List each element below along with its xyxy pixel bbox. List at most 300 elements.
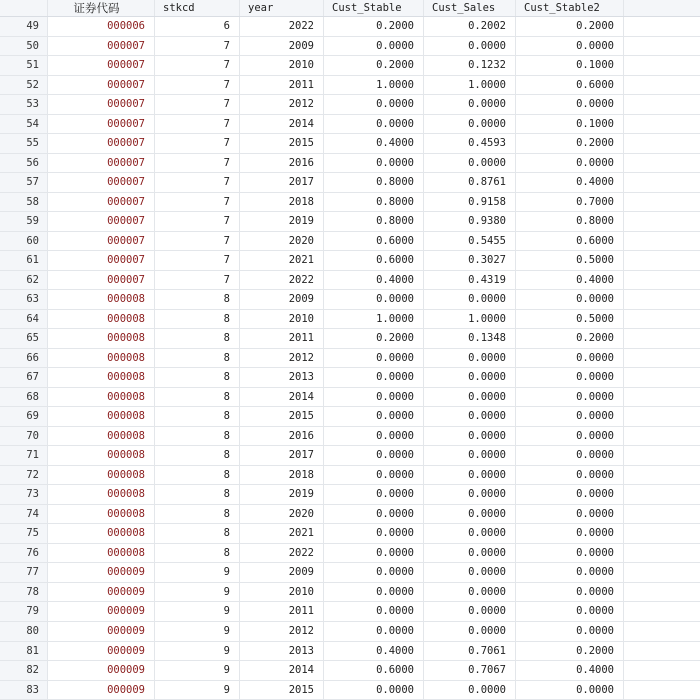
cell-year[interactable]: 2022 bbox=[240, 17, 324, 36]
column-header-stkcd[interactable]: stkcd bbox=[155, 0, 240, 16]
cell-cust-stable[interactable]: 0.0000 bbox=[324, 524, 424, 543]
cell-cust-stable2[interactable]: 0.0000 bbox=[516, 622, 624, 641]
cell-cust-stable[interactable]: 0.0000 bbox=[324, 154, 424, 173]
cell-cust-sales[interactable]: 1.0000 bbox=[424, 310, 516, 329]
cell-cust-sales[interactable]: 0.0000 bbox=[424, 524, 516, 543]
cell-cust-stable[interactable]: 0.0000 bbox=[324, 563, 424, 582]
cell-code[interactable]: 000007 bbox=[48, 37, 155, 56]
table-row[interactable] bbox=[0, 56, 700, 76]
cell-cust-sales[interactable]: 0.1232 bbox=[424, 56, 516, 75]
row-number[interactable]: 79 bbox=[0, 602, 48, 621]
table-row[interactable] bbox=[0, 251, 700, 271]
cell-code[interactable]: 000006 bbox=[48, 17, 155, 36]
cell-cust-sales[interactable]: 1.0000 bbox=[424, 76, 516, 95]
cell-stkcd[interactable]: 8 bbox=[155, 544, 240, 563]
empty-cell bbox=[624, 212, 700, 231]
row-number[interactable]: 58 bbox=[0, 193, 48, 212]
cell-cust-stable[interactable]: 0.0000 bbox=[324, 115, 424, 134]
cell-stkcd[interactable]: 7 bbox=[155, 271, 240, 290]
cell-cust-stable[interactable]: 0.0000 bbox=[324, 622, 424, 641]
cell-stkcd[interactable]: 6 bbox=[155, 17, 240, 36]
table-row[interactable] bbox=[0, 193, 700, 213]
empty-cell bbox=[624, 95, 700, 114]
row-number[interactable]: 51 bbox=[0, 56, 48, 75]
cell-cust-stable[interactable]: 0.0000 bbox=[324, 602, 424, 621]
cell-cust-stable2[interactable]: 0.0000 bbox=[516, 349, 624, 368]
cell-stkcd[interactable]: 7 bbox=[155, 232, 240, 251]
cell-year[interactable]: 2012 bbox=[240, 95, 324, 114]
row-number[interactable]: 61 bbox=[0, 251, 48, 270]
cell-stkcd[interactable]: 9 bbox=[155, 681, 240, 700]
cell-cust-sales[interactable]: 0.8761 bbox=[424, 173, 516, 192]
cell-cust-sales[interactable]: 0.4319 bbox=[424, 271, 516, 290]
cell-code[interactable]: 000007 bbox=[48, 193, 155, 212]
cell-cust-sales[interactable]: 0.0000 bbox=[424, 563, 516, 582]
cell-cust-stable2[interactable]: 0.0000 bbox=[516, 37, 624, 56]
cell-cust-sales[interactable]: 0.0000 bbox=[424, 583, 516, 602]
cell-cust-stable2[interactable]: 0.0000 bbox=[516, 583, 624, 602]
cell-cust-stable2[interactable]: 0.2000 bbox=[516, 329, 624, 348]
cell-year[interactable]: 2022 bbox=[240, 271, 324, 290]
cell-cust-stable[interactable]: 0.0000 bbox=[324, 388, 424, 407]
column-header-cust-stable[interactable]: Cust_Stable bbox=[324, 0, 424, 16]
cell-stkcd[interactable]: 9 bbox=[155, 563, 240, 582]
table-row[interactable] bbox=[0, 115, 700, 135]
cell-cust-sales[interactable]: 0.0000 bbox=[424, 154, 516, 173]
row-number[interactable]: 67 bbox=[0, 368, 48, 387]
cell-cust-stable2[interactable]: 0.0000 bbox=[516, 563, 624, 582]
cell-year[interactable]: 2020 bbox=[240, 505, 324, 524]
cell-year[interactable]: 2015 bbox=[240, 134, 324, 153]
cell-cust-stable2[interactable]: 0.0000 bbox=[516, 505, 624, 524]
cell-cust-stable2[interactable]: 0.2000 bbox=[516, 134, 624, 153]
row-number[interactable]: 56 bbox=[0, 154, 48, 173]
cell-year[interactable]: 2014 bbox=[240, 661, 324, 680]
cell-stkcd[interactable]: 8 bbox=[155, 329, 240, 348]
row-number[interactable]: 49 bbox=[0, 17, 48, 36]
row-number[interactable]: 70 bbox=[0, 427, 48, 446]
cell-code[interactable]: 000007 bbox=[48, 134, 155, 153]
cell-cust-sales[interactable]: 0.0000 bbox=[424, 427, 516, 446]
cell-code[interactable]: 000008 bbox=[48, 466, 155, 485]
cell-cust-sales[interactable]: 0.0000 bbox=[424, 368, 516, 387]
cell-cust-sales[interactable]: 0.0000 bbox=[424, 544, 516, 563]
cell-code[interactable]: 000008 bbox=[48, 310, 155, 329]
cell-cust-sales[interactable]: 0.5455 bbox=[424, 232, 516, 251]
empty-cell bbox=[624, 37, 700, 56]
cell-stkcd[interactable]: 7 bbox=[155, 193, 240, 212]
cell-cust-sales[interactable]: 0.0000 bbox=[424, 37, 516, 56]
cell-year[interactable]: 2012 bbox=[240, 349, 324, 368]
empty-cell bbox=[624, 681, 700, 700]
cell-cust-sales[interactable]: 0.0000 bbox=[424, 485, 516, 504]
row-number[interactable]: 72 bbox=[0, 466, 48, 485]
table-row[interactable] bbox=[0, 583, 700, 603]
empty-cell bbox=[624, 563, 700, 582]
row-number[interactable]: 53 bbox=[0, 95, 48, 114]
cell-cust-stable2[interactable]: 0.1000 bbox=[516, 115, 624, 134]
cell-year[interactable]: 2015 bbox=[240, 681, 324, 700]
cell-stkcd[interactable]: 8 bbox=[155, 290, 240, 309]
cell-stkcd[interactable]: 7 bbox=[155, 251, 240, 270]
cell-cust-stable2[interactable]: 0.0000 bbox=[516, 466, 624, 485]
cell-stkcd[interactable]: 8 bbox=[155, 388, 240, 407]
cell-year[interactable]: 2009 bbox=[240, 290, 324, 309]
cell-code[interactable]: 000008 bbox=[48, 524, 155, 543]
column-header-year[interactable]: year bbox=[240, 0, 324, 16]
cell-stkcd[interactable]: 8 bbox=[155, 427, 240, 446]
row-number[interactable]: 68 bbox=[0, 388, 48, 407]
cell-stkcd[interactable]: 8 bbox=[155, 505, 240, 524]
cell-cust-stable[interactable]: 0.2000 bbox=[324, 56, 424, 75]
cell-year[interactable]: 2012 bbox=[240, 622, 324, 641]
table-row[interactable] bbox=[0, 661, 700, 681]
cell-cust-sales[interactable]: 0.0000 bbox=[424, 115, 516, 134]
cell-code[interactable]: 000009 bbox=[48, 661, 155, 680]
cell-year[interactable]: 2020 bbox=[240, 232, 324, 251]
table-row[interactable] bbox=[0, 505, 700, 525]
cell-year[interactable]: 2011 bbox=[240, 329, 324, 348]
table-row[interactable] bbox=[0, 17, 700, 37]
table-row[interactable] bbox=[0, 95, 700, 115]
cell-cust-stable2[interactable]: 0.4000 bbox=[516, 173, 624, 192]
cell-cust-sales[interactable]: 0.2002 bbox=[424, 17, 516, 36]
cell-cust-stable2[interactable]: 0.6000 bbox=[516, 76, 624, 95]
cell-cust-stable2[interactable]: 0.5000 bbox=[516, 251, 624, 270]
cell-cust-stable2[interactable]: 0.4000 bbox=[516, 661, 624, 680]
cell-code[interactable]: 000008 bbox=[48, 446, 155, 465]
table-row[interactable] bbox=[0, 524, 700, 544]
cell-code[interactable]: 000008 bbox=[48, 349, 155, 368]
cell-year[interactable]: 2021 bbox=[240, 524, 324, 543]
cell-cust-stable[interactable]: 0.0000 bbox=[324, 427, 424, 446]
cell-stkcd[interactable]: 9 bbox=[155, 583, 240, 602]
empty-cell bbox=[624, 446, 700, 465]
cell-cust-sales[interactable]: 0.0000 bbox=[424, 290, 516, 309]
cell-stkcd[interactable]: 9 bbox=[155, 602, 240, 621]
row-number[interactable]: 64 bbox=[0, 310, 48, 329]
cell-cust-stable2[interactable]: 0.0000 bbox=[516, 388, 624, 407]
cell-code[interactable]: 000007 bbox=[48, 154, 155, 173]
cell-stkcd[interactable]: 8 bbox=[155, 407, 240, 426]
cell-year[interactable]: 2016 bbox=[240, 427, 324, 446]
row-number[interactable]: 59 bbox=[0, 212, 48, 231]
table-row[interactable] bbox=[0, 602, 700, 622]
row-number[interactable]: 76 bbox=[0, 544, 48, 563]
cell-cust-sales[interactable]: 0.0000 bbox=[424, 622, 516, 641]
cell-code[interactable]: 000008 bbox=[48, 544, 155, 563]
cell-code[interactable]: 000007 bbox=[48, 95, 155, 114]
cell-cust-stable2[interactable]: 0.0000 bbox=[516, 95, 624, 114]
cell-cust-sales[interactable]: 0.0000 bbox=[424, 466, 516, 485]
cell-cust-stable2[interactable]: 0.0000 bbox=[516, 681, 624, 700]
cell-cust-stable[interactable]: 0.0000 bbox=[324, 290, 424, 309]
cell-cust-sales[interactable]: 0.0000 bbox=[424, 95, 516, 114]
table-row[interactable] bbox=[0, 134, 700, 154]
cell-stkcd[interactable]: 8 bbox=[155, 485, 240, 504]
cell-cust-stable[interactable]: 0.4000 bbox=[324, 134, 424, 153]
cell-cust-stable[interactable]: 0.0000 bbox=[324, 466, 424, 485]
row-number[interactable]: 74 bbox=[0, 505, 48, 524]
cell-code[interactable]: 000009 bbox=[48, 563, 155, 582]
empty-cell bbox=[624, 407, 700, 426]
cell-year[interactable]: 2017 bbox=[240, 446, 324, 465]
cell-cust-sales[interactable]: 0.3027 bbox=[424, 251, 516, 270]
cell-year[interactable]: 2010 bbox=[240, 583, 324, 602]
table-row[interactable] bbox=[0, 563, 700, 583]
cell-year[interactable]: 2009 bbox=[240, 563, 324, 582]
row-number[interactable]: 60 bbox=[0, 232, 48, 251]
cell-stkcd[interactable]: 7 bbox=[155, 76, 240, 95]
table-row[interactable] bbox=[0, 544, 700, 564]
cell-cust-stable[interactable]: 0.8000 bbox=[324, 212, 424, 231]
cell-cust-stable2[interactable]: 0.6000 bbox=[516, 232, 624, 251]
empty-cell bbox=[624, 642, 700, 661]
table-row[interactable] bbox=[0, 368, 700, 388]
cell-code[interactable]: 000008 bbox=[48, 388, 155, 407]
cell-code[interactable]: 000007 bbox=[48, 251, 155, 270]
cell-cust-sales[interactable]: 0.9158 bbox=[424, 193, 516, 212]
cell-stkcd[interactable]: 7 bbox=[155, 212, 240, 231]
cell-year[interactable]: 2021 bbox=[240, 251, 324, 270]
cell-year[interactable]: 2019 bbox=[240, 212, 324, 231]
cell-code[interactable]: 000009 bbox=[48, 622, 155, 641]
cell-stkcd[interactable]: 7 bbox=[155, 173, 240, 192]
table-row[interactable] bbox=[0, 37, 700, 57]
cell-year[interactable]: 2014 bbox=[240, 388, 324, 407]
table-row[interactable] bbox=[0, 154, 700, 174]
cell-code[interactable]: 000007 bbox=[48, 212, 155, 231]
cell-cust-sales[interactable]: 0.0000 bbox=[424, 388, 516, 407]
table-row[interactable] bbox=[0, 173, 700, 193]
cell-code[interactable]: 000008 bbox=[48, 407, 155, 426]
row-number[interactable]: 54 bbox=[0, 115, 48, 134]
table-row[interactable] bbox=[0, 427, 700, 447]
row-number[interactable]: 78 bbox=[0, 583, 48, 602]
cell-code[interactable]: 000007 bbox=[48, 173, 155, 192]
cell-stkcd[interactable]: 8 bbox=[155, 466, 240, 485]
table-row[interactable] bbox=[0, 329, 700, 349]
table-row[interactable] bbox=[0, 349, 700, 369]
empty-cell bbox=[624, 368, 700, 387]
cell-cust-sales[interactable]: 0.0000 bbox=[424, 349, 516, 368]
cell-year[interactable]: 2011 bbox=[240, 602, 324, 621]
cell-code[interactable]: 000008 bbox=[48, 329, 155, 348]
table-row[interactable] bbox=[0, 388, 700, 408]
cell-cust-stable[interactable]: 0.0000 bbox=[324, 95, 424, 114]
empty-cell bbox=[624, 661, 700, 680]
row-number-header[interactable] bbox=[0, 0, 48, 16]
cell-cust-stable[interactable]: 0.0000 bbox=[324, 544, 424, 563]
cell-stkcd[interactable]: 9 bbox=[155, 661, 240, 680]
cell-year[interactable]: 2009 bbox=[240, 37, 324, 56]
table-row[interactable] bbox=[0, 212, 700, 232]
cell-cust-stable[interactable]: 0.6000 bbox=[324, 251, 424, 270]
cell-cust-stable[interactable]: 0.0000 bbox=[324, 407, 424, 426]
cell-cust-stable[interactable]: 0.0000 bbox=[324, 37, 424, 56]
column-header-cust-stable2[interactable]: Cust_Stable2 bbox=[516, 0, 624, 16]
cell-cust-sales[interactable]: 0.9380 bbox=[424, 212, 516, 231]
cell-cust-stable2[interactable]: 0.7000 bbox=[516, 193, 624, 212]
cell-code[interactable]: 000009 bbox=[48, 602, 155, 621]
row-number[interactable]: 52 bbox=[0, 76, 48, 95]
cell-cust-stable[interactable]: 0.8000 bbox=[324, 193, 424, 212]
row-number[interactable]: 82 bbox=[0, 661, 48, 680]
cell-cust-stable[interactable]: 0.0000 bbox=[324, 485, 424, 504]
cell-year[interactable]: 2015 bbox=[240, 407, 324, 426]
cell-code[interactable]: 000009 bbox=[48, 681, 155, 700]
cell-year[interactable]: 2014 bbox=[240, 115, 324, 134]
table-row[interactable] bbox=[0, 622, 700, 642]
row-number[interactable]: 71 bbox=[0, 446, 48, 465]
cell-cust-stable2[interactable]: 0.0000 bbox=[516, 524, 624, 543]
cell-cust-sales[interactable]: 0.0000 bbox=[424, 407, 516, 426]
cell-cust-stable2[interactable]: 0.0000 bbox=[516, 290, 624, 309]
cell-cust-sales[interactable]: 0.4593 bbox=[424, 134, 516, 153]
cell-cust-stable[interactable]: 0.2000 bbox=[324, 329, 424, 348]
cell-year[interactable]: 2011 bbox=[240, 76, 324, 95]
cell-code[interactable]: 000008 bbox=[48, 485, 155, 504]
cell-stkcd[interactable]: 7 bbox=[155, 95, 240, 114]
cell-code[interactable]: 000009 bbox=[48, 583, 155, 602]
cell-year[interactable]: 2010 bbox=[240, 56, 324, 75]
cell-cust-stable[interactable]: 0.0000 bbox=[324, 583, 424, 602]
cell-code[interactable]: 000008 bbox=[48, 505, 155, 524]
cell-stkcd[interactable]: 8 bbox=[155, 446, 240, 465]
cell-cust-stable2[interactable]: 0.8000 bbox=[516, 212, 624, 231]
cell-year[interactable]: 2013 bbox=[240, 642, 324, 661]
cell-cust-stable[interactable]: 0.2000 bbox=[324, 17, 424, 36]
cell-cust-stable2[interactable]: 0.0000 bbox=[516, 154, 624, 173]
cell-stkcd[interactable]: 8 bbox=[155, 349, 240, 368]
row-number[interactable]: 66 bbox=[0, 349, 48, 368]
table-row[interactable] bbox=[0, 271, 700, 291]
cell-stkcd[interactable]: 7 bbox=[155, 115, 240, 134]
cell-code[interactable]: 000009 bbox=[48, 642, 155, 661]
cell-cust-sales[interactable]: 0.7067 bbox=[424, 661, 516, 680]
cell-cust-sales[interactable]: 0.0000 bbox=[424, 602, 516, 621]
table-row[interactable] bbox=[0, 485, 700, 505]
table-row[interactable] bbox=[0, 446, 700, 466]
cell-cust-stable[interactable]: 0.0000 bbox=[324, 505, 424, 524]
cell-year[interactable]: 2016 bbox=[240, 154, 324, 173]
row-number[interactable]: 73 bbox=[0, 485, 48, 504]
row-number[interactable]: 75 bbox=[0, 524, 48, 543]
row-number[interactable]: 63 bbox=[0, 290, 48, 309]
cell-code[interactable]: 000007 bbox=[48, 115, 155, 134]
empty-cell bbox=[624, 485, 700, 504]
table-row[interactable] bbox=[0, 232, 700, 252]
cell-cust-stable2[interactable]: 0.2000 bbox=[516, 17, 624, 36]
row-number[interactable]: 57 bbox=[0, 173, 48, 192]
table-row[interactable] bbox=[0, 310, 700, 330]
cell-year[interactable]: 2018 bbox=[240, 193, 324, 212]
cell-stkcd[interactable]: 9 bbox=[155, 622, 240, 641]
row-number[interactable]: 81 bbox=[0, 642, 48, 661]
table-row[interactable] bbox=[0, 76, 700, 96]
cell-stkcd[interactable]: 7 bbox=[155, 56, 240, 75]
cell-cust-stable2[interactable]: 0.0000 bbox=[516, 446, 624, 465]
empty-cell bbox=[624, 271, 700, 290]
cell-cust-sales[interactable]: 0.0000 bbox=[424, 681, 516, 700]
cell-code[interactable]: 000007 bbox=[48, 56, 155, 75]
cell-stkcd[interactable]: 8 bbox=[155, 524, 240, 543]
row-number[interactable]: 65 bbox=[0, 329, 48, 348]
cell-cust-stable2[interactable]: 0.0000 bbox=[516, 427, 624, 446]
row-number[interactable]: 83 bbox=[0, 681, 48, 700]
row-number[interactable]: 77 bbox=[0, 563, 48, 582]
cell-cust-stable2[interactable]: 0.2000 bbox=[516, 642, 624, 661]
cell-cust-stable2[interactable]: 0.0000 bbox=[516, 544, 624, 563]
cell-stkcd[interactable]: 8 bbox=[155, 310, 240, 329]
cell-cust-stable[interactable]: 0.6000 bbox=[324, 661, 424, 680]
cell-stkcd[interactable]: 9 bbox=[155, 642, 240, 661]
cell-stkcd[interactable]: 7 bbox=[155, 134, 240, 153]
cell-cust-stable[interactable]: 0.6000 bbox=[324, 232, 424, 251]
cell-cust-sales[interactable]: 0.1348 bbox=[424, 329, 516, 348]
table-row[interactable] bbox=[0, 290, 700, 310]
cell-cust-stable[interactable]: 1.0000 bbox=[324, 76, 424, 95]
cell-code[interactable]: 000007 bbox=[48, 271, 155, 290]
cell-cust-stable[interactable]: 1.0000 bbox=[324, 310, 424, 329]
cell-cust-stable[interactable]: 0.4000 bbox=[324, 642, 424, 661]
cell-cust-stable2[interactable]: 0.0000 bbox=[516, 407, 624, 426]
column-header-code[interactable]: 证券代码 bbox=[48, 0, 155, 16]
empty-cell bbox=[624, 17, 700, 36]
cell-code[interactable]: 000008 bbox=[48, 368, 155, 387]
cell-year[interactable]: 2019 bbox=[240, 485, 324, 504]
row-number[interactable]: 50 bbox=[0, 37, 48, 56]
cell-year[interactable]: 2022 bbox=[240, 544, 324, 563]
cell-cust-stable[interactable]: 0.0000 bbox=[324, 368, 424, 387]
column-header-cust-sales[interactable]: Cust_Sales bbox=[424, 0, 516, 16]
cell-code[interactable]: 000007 bbox=[48, 232, 155, 251]
cell-year[interactable]: 2010 bbox=[240, 310, 324, 329]
cell-cust-stable[interactable]: 0.4000 bbox=[324, 271, 424, 290]
cell-cust-stable[interactable]: 0.0000 bbox=[324, 446, 424, 465]
cell-cust-stable2[interactable]: 0.4000 bbox=[516, 271, 624, 290]
table-row[interactable] bbox=[0, 681, 700, 700]
row-number[interactable]: 62 bbox=[0, 271, 48, 290]
cell-code[interactable]: 000007 bbox=[48, 76, 155, 95]
cell-cust-stable2[interactable]: 0.1000 bbox=[516, 56, 624, 75]
cell-stkcd[interactable]: 7 bbox=[155, 154, 240, 173]
row-number[interactable]: 69 bbox=[0, 407, 48, 426]
table-row[interactable] bbox=[0, 642, 700, 662]
cell-year[interactable]: 2013 bbox=[240, 368, 324, 387]
cell-cust-sales[interactable]: 0.7061 bbox=[424, 642, 516, 661]
cell-code[interactable]: 000008 bbox=[48, 290, 155, 309]
cell-cust-sales[interactable]: 0.0000 bbox=[424, 446, 516, 465]
cell-cust-stable[interactable]: 0.0000 bbox=[324, 349, 424, 368]
cell-stkcd[interactable]: 8 bbox=[155, 368, 240, 387]
row-number[interactable]: 55 bbox=[0, 134, 48, 153]
table-row[interactable] bbox=[0, 407, 700, 427]
cell-cust-sales[interactable]: 0.0000 bbox=[424, 505, 516, 524]
cell-cust-stable2[interactable]: 0.5000 bbox=[516, 310, 624, 329]
cell-cust-stable2[interactable]: 0.0000 bbox=[516, 368, 624, 387]
cell-code[interactable]: 000008 bbox=[48, 427, 155, 446]
cell-cust-stable[interactable]: 0.8000 bbox=[324, 173, 424, 192]
table-row[interactable] bbox=[0, 466, 700, 486]
cell-cust-stable2[interactable]: 0.0000 bbox=[516, 485, 624, 504]
cell-cust-stable2[interactable]: 0.0000 bbox=[516, 602, 624, 621]
cell-cust-stable[interactable]: 0.0000 bbox=[324, 681, 424, 700]
cell-stkcd[interactable]: 7 bbox=[155, 37, 240, 56]
cell-year[interactable]: 2017 bbox=[240, 173, 324, 192]
row-number[interactable]: 80 bbox=[0, 622, 48, 641]
cell-year[interactable]: 2018 bbox=[240, 466, 324, 485]
